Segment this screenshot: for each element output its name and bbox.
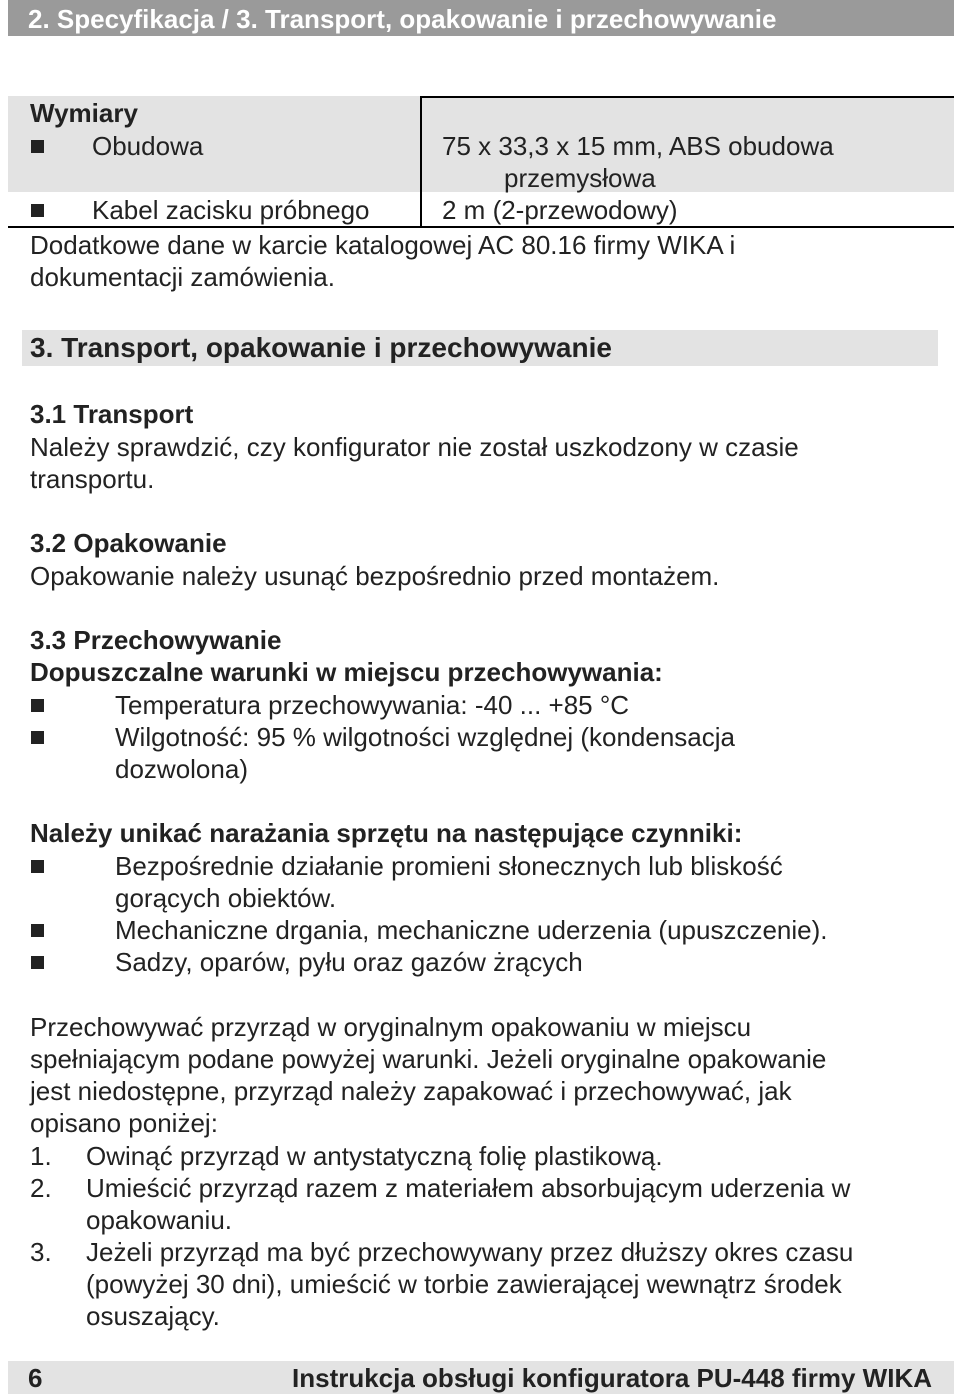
step-number: 1. (30, 1141, 52, 1171)
storage-paragraph: Przechowywać przyrząd w oryginalnym opakowaniu w miejscu (30, 1012, 752, 1042)
transport-text-cont: transportu. (30, 464, 155, 494)
step-text: Umieścić przyrząd razem z materiałem absorbującym uderzenia w (86, 1173, 851, 1203)
transport-text: Należy sprawdzić, czy konfigurator nie został uszkodzony w czasie (30, 432, 799, 462)
avoid-heading: Należy unikać narażania sprzętu na następujące czynniki: (30, 818, 743, 848)
subsection-title-transport: 3.1 Transport (30, 399, 194, 429)
storage-paragraph: spełniającym podane powyżej warunki. Jeżeli oryginalne opakowanie (30, 1044, 827, 1074)
bullet-icon (31, 924, 44, 937)
step-text: Owinąć przyrząd w antystatyczną folię plastikową. (86, 1141, 663, 1171)
bullet-icon (31, 860, 44, 873)
page-header: 2. Specyfikacja / 3. Transport, opakowanie i przechowywanie (8, 0, 954, 36)
table-top-rule (420, 96, 954, 98)
spec-label-cable: Kabel zacisku próbnego (92, 195, 370, 225)
spec-value-housing: 75 x 33,3 x 15 mm, ABS obudowa (442, 131, 834, 161)
condition-item: Temperatura przechowywania: -40 ... +85 °C (115, 690, 630, 720)
step-text-cont: (powyżej 30 dni), umieścić w torbie zawierającej wewnątrz środek (86, 1269, 842, 1299)
page-number: 6 (28, 1363, 43, 1393)
table-column-divider (420, 96, 422, 226)
avoid-item: Mechaniczne drgania, mechaniczne uderzenia (upuszczenie). (115, 915, 828, 945)
packaging-text: Opakowanie należy usunąć bezpośrednio przed montażem. (30, 561, 720, 591)
condition-item-cont: dozwolona) (115, 754, 248, 784)
avoid-item: Bezpośrednie działanie promieni słonecznych lub bliskość (115, 851, 783, 881)
subsection-title-storage: 3.3 Przechowywanie (30, 625, 282, 655)
spec-note: Dodatkowe dane w karcie katalogowej AC 80.16 firmy WIKA i (30, 230, 736, 260)
spec-heading: Wymiary (30, 98, 138, 128)
spec-label-housing: Obudowa (92, 131, 204, 161)
section-title: 3. Transport, opakowanie i przechowywanie (30, 332, 612, 363)
storage-conditions-heading: Dopuszczalne warunki w miejscu przechowywania: (30, 657, 663, 687)
avoid-item: Sadzy, oparów, pyłu oraz gazów żrących (115, 947, 583, 977)
footer-title: Instrukcja obsługi konfiguratora PU-448 firmy WIKA (292, 1363, 932, 1393)
spec-note-cont: dokumentacji zamówienia. (30, 262, 335, 292)
bullet-icon (31, 204, 44, 217)
spec-value-cable: 2 m (2-przewodowy) (442, 195, 678, 225)
avoid-item-cont: gorących obiektów. (115, 883, 337, 913)
step-text-cont: osuszający. (86, 1301, 220, 1331)
condition-item: Wilgotność: 95 % wilgotności względnej (kondensacja (115, 722, 735, 752)
bullet-icon (31, 140, 44, 153)
spec-value-housing-cont: przemysłowa (504, 163, 656, 193)
step-number: 2. (30, 1173, 52, 1203)
bullet-icon (31, 699, 44, 712)
step-number: 3. (30, 1237, 52, 1267)
step-text-cont: opakowaniu. (86, 1205, 232, 1235)
step-text: Jeżeli przyrząd ma być przechowywany przez dłuższy okres czasu (86, 1237, 854, 1267)
subsection-title-packaging: 3.2 Opakowanie (30, 528, 227, 558)
table-bottom-rule (8, 226, 954, 228)
storage-paragraph: opisano poniżej: (30, 1108, 218, 1138)
bullet-icon (31, 731, 44, 744)
bullet-icon (31, 956, 44, 969)
storage-paragraph: jest niedostępne, przyrząd należy zapakować i przechowywać, jak (30, 1076, 792, 1106)
